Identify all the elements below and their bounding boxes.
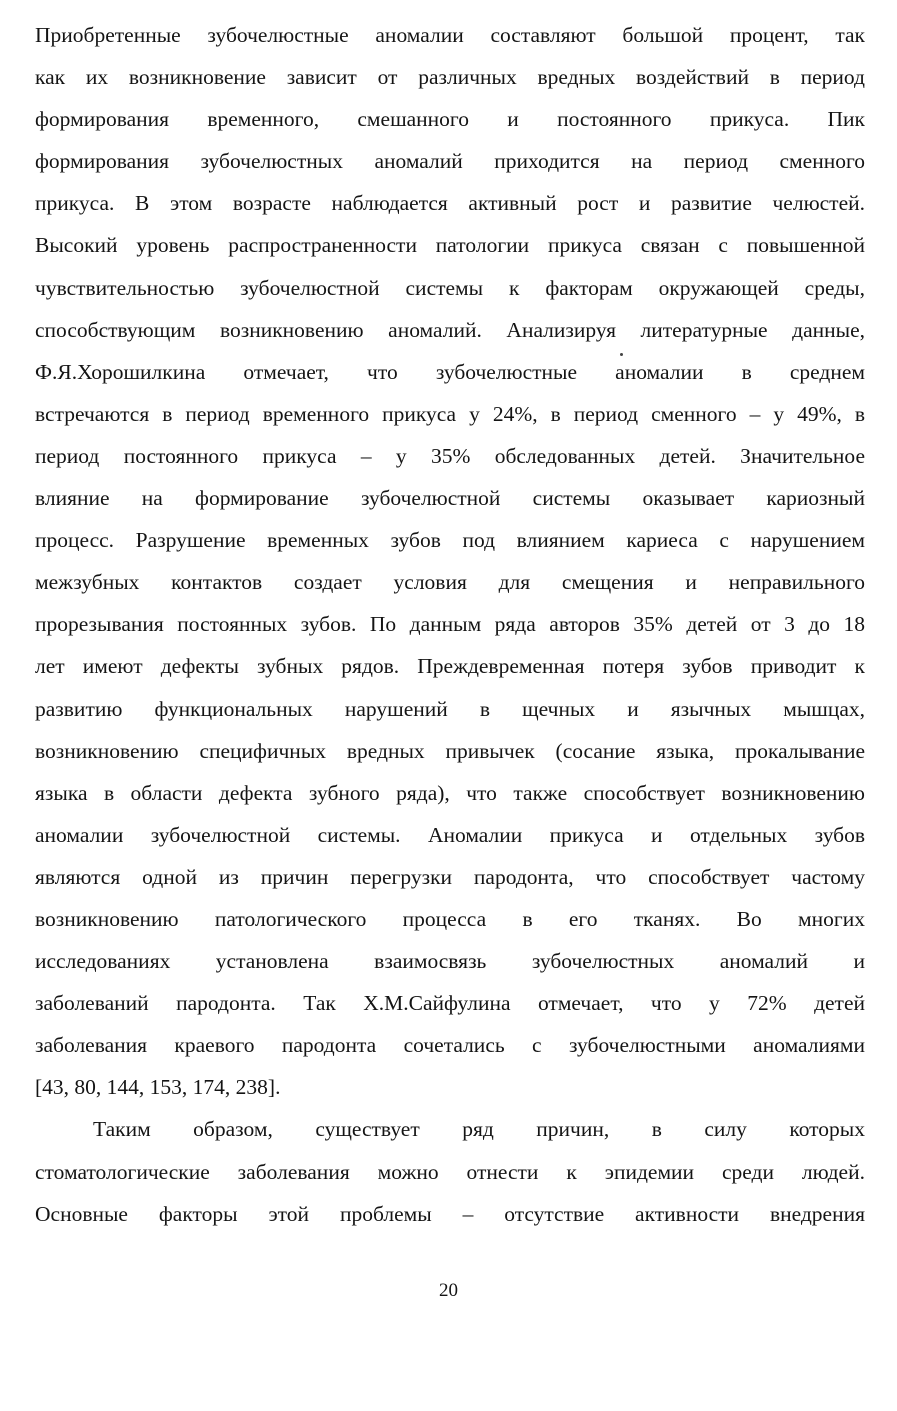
text-line-paragraph-end: [43, 80, 144, 153, 174, 238]. bbox=[35, 1075, 281, 1100]
text-line: языка в области дефекта зубного ряда), что также способствует возникновению bbox=[35, 780, 865, 805]
text-line: чувствительностью зубочелюстной системы к факторам окружающей среды, bbox=[35, 275, 865, 300]
text-line: заболевания краевого пародонта сочетались с зубочелюстными аномалиями bbox=[35, 1033, 865, 1058]
text-line: межзубных контактов создает условия для смещения и неправильного bbox=[35, 570, 865, 595]
text-line: период постоянного прикуса – у 35% обследованных детей. Значительное bbox=[35, 443, 865, 468]
text-line: Приобретенные зубочелюстные аномалии составляют большой процент, так bbox=[35, 23, 865, 47]
text-line: Ф.Я.Хорошилкина отмечает, что зубочелюстные аномалии в среднем bbox=[35, 359, 865, 384]
text-line: формирования временного, смешанного и постоянного прикуса. Пик bbox=[35, 107, 865, 132]
text-line: Основные факторы этой проблемы – отсутствие активности внедрения bbox=[35, 1201, 865, 1226]
text-line: способствующим возникновению аномалий. Анализируя литературные данные, bbox=[35, 317, 865, 342]
text-line: Высокий уровень распространенности патологии прикуса связан с повышенной bbox=[35, 233, 865, 258]
text-line: прикуса. В этом возрасте наблюдается активный рост и развитие челюстей. bbox=[35, 191, 865, 216]
text-line: влияние на формирование зубочелюстной системы оказывает кариозный bbox=[35, 486, 865, 511]
text-line: аномалии зубочелюстной системы. Аномалии прикуса и отдельных зубов bbox=[35, 822, 865, 847]
text-line: процесс. Разрушение временных зубов под влиянием кариеса с нарушением bbox=[35, 528, 865, 553]
text-line: лет имеют дефекты зубных рядов. Преждевременная потеря зубов приводит к bbox=[35, 654, 865, 679]
text-line: формирования зубочелюстных аномалий приходится на период сменного bbox=[35, 149, 865, 174]
text-line: возникновению специфичных вредных привычек (сосание языка, прокалывание bbox=[35, 738, 865, 763]
text-line: как их возникновение зависит от различных вредных воздействий в период bbox=[35, 65, 865, 90]
body-text bbox=[35, 14, 865, 1235]
text-line-paragraph-start: Таким образом, существует ряд причин, в силу которых bbox=[93, 1117, 865, 1142]
page-number: 20 bbox=[439, 1280, 458, 1301]
text-line: являются одной из причин перегрузки пародонта, что способствует частому bbox=[35, 864, 865, 889]
text-line: заболеваний пародонта. Так Х.М.Сайфулина отмечает, что у 72% детей bbox=[35, 991, 865, 1016]
text-line: исследованиях установлена взаимосвязь зубочелюстных аномалий и bbox=[35, 949, 865, 974]
text-line: возникновению патологического процесса в его тканях. Во многих bbox=[35, 906, 865, 931]
scan-speck bbox=[620, 353, 623, 356]
text-line: стоматологические заболевания можно отнести к эпидемии среди людей. bbox=[35, 1159, 865, 1184]
text-line: встречаются в период временного прикуса у 24%, в период сменного – у 49%, в bbox=[35, 401, 865, 426]
text-line: прорезывания постоянных зубов. По данным ряда авторов 35% детей от 3 до 18 bbox=[35, 612, 865, 637]
text-line: развитию функциональных нарушений в щечных и язычных мышцах, bbox=[35, 696, 865, 721]
